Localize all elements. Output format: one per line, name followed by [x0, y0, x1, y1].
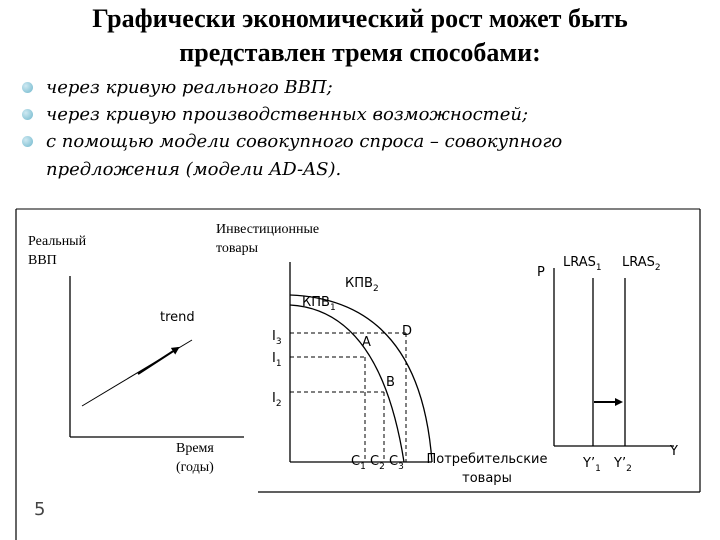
bullet-item: через кривую производственных возможностей;	[20, 101, 710, 128]
point-a-label: A	[362, 335, 371, 350]
xlabel-time: Время	[176, 441, 214, 456]
trend-arrow	[138, 348, 178, 374]
xlabel-years: (годы)	[176, 460, 214, 475]
title-line-2: представлен тремя способами:	[179, 38, 541, 67]
kpv1-label: $КПВ_1$	[302, 295, 336, 313]
i1-label: $I_1$	[272, 351, 282, 369]
c2-label: $C_2$	[370, 454, 385, 472]
kpv2-label: $КПВ_2$	[345, 276, 379, 294]
point-b-label: B	[386, 375, 395, 390]
y-axis-label: Y	[670, 444, 678, 459]
i3-label: $I_3$	[272, 329, 282, 347]
bullet-item: с помощью модели совокупного спроса – совокупного предложения (модели AD-AS).	[20, 128, 710, 184]
ylabel-goods: товары	[216, 241, 258, 256]
title-line-1: Графически экономический рост может быть	[92, 4, 628, 33]
panel-real-gdp	[28, 234, 244, 475]
xlabel-goods: товары	[462, 471, 512, 486]
ylabel-gdp: ВВП	[28, 253, 57, 268]
p-label: P	[537, 265, 545, 280]
point-d-label: D	[402, 324, 413, 339]
trend-label: trend	[160, 310, 195, 325]
ylabel-real: Реальный	[28, 234, 87, 249]
lras1-label: $LRAS_1$	[563, 255, 602, 273]
panel-ppf	[216, 222, 548, 486]
y2-label: $Y’_2$	[614, 456, 632, 474]
ylabel-investment: Инвестиционные	[216, 222, 320, 237]
panel-ad-as	[537, 255, 678, 474]
bullet-item: через кривую реального ВВП;	[20, 74, 710, 101]
c1-label: $C_1$	[351, 454, 366, 472]
xlabel-consumer: Потребительские	[426, 452, 548, 467]
y1-label: $Y’_1$	[583, 456, 601, 474]
lras2-label: $LRAS_2$	[622, 255, 661, 273]
ppf-curve-2	[290, 295, 432, 462]
i2-label: $I_2$	[272, 391, 282, 409]
slide-number: 5	[34, 499, 46, 520]
c3-label: $C_3$	[389, 454, 404, 472]
